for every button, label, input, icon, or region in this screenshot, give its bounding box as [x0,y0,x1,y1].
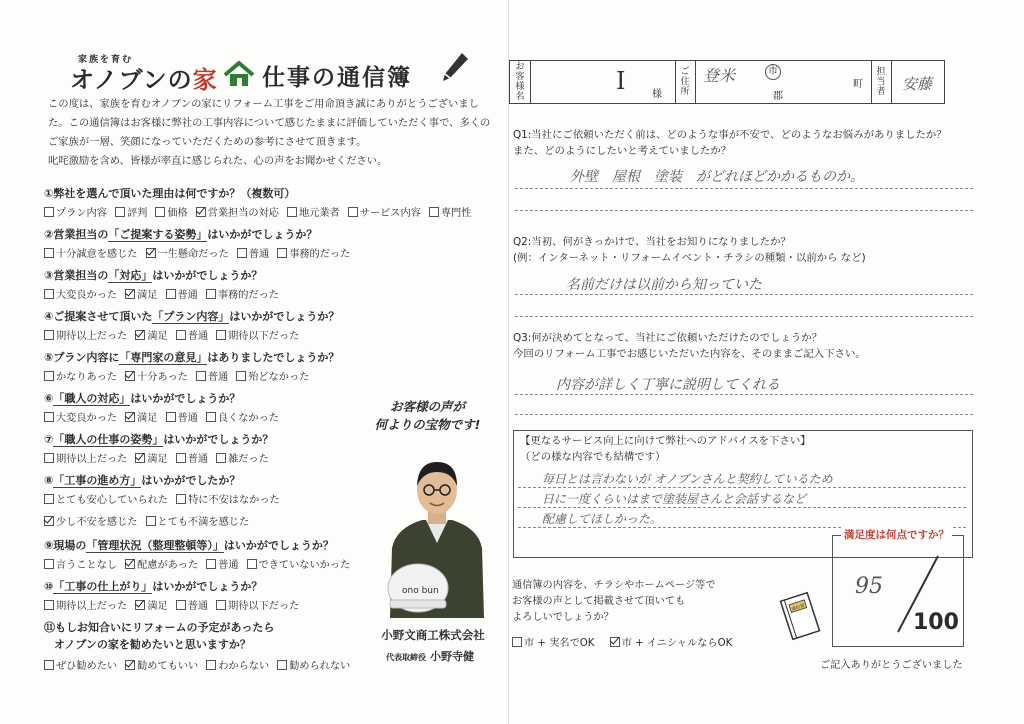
option-label: 営業担当の対応 [207,208,279,219]
checkbox[interactable] [125,559,135,569]
question-text: 現場の [53,539,87,552]
checkbox[interactable] [287,207,297,217]
option-label: 事務的だった [217,290,279,301]
question-emphasis: 「工事の進め方」 [53,474,142,487]
checkbox[interactable] [176,600,186,610]
question-text: はいかがでしょうか？ [223,539,334,552]
publish-option-1[interactable]: 市 + 実名でOK [512,638,594,649]
question-heading [44,578,262,594]
satisfaction-box [832,529,964,647]
intro-line: た。この通信簿はお客様に弊社の工事内容について感じたままに評価していただく事で、多くの [48,117,491,129]
option-label: 一生懸命だった [157,249,229,260]
option-label: 十分あった [137,372,188,383]
checkbox-option[interactable] [135,601,167,612]
checkbox[interactable] [216,600,226,610]
customer-name-label: お 客 様 名 [515,62,525,102]
question-emphasis: 「職人の仕事の姿勢」 [53,433,164,446]
checkbox[interactable] [125,289,135,299]
checkbox-option[interactable] [237,249,269,260]
checkbox-option[interactable] [44,372,117,383]
option-label: 大変良かった [56,290,118,301]
question-heading [44,267,262,283]
question-text: ご提案させて頂いた [53,310,153,323]
option-label: 普通 [177,290,198,301]
satisfaction-title: 満足度は何点ですか？ [841,527,952,542]
checkbox[interactable] [125,371,135,381]
checkbox-option[interactable] [277,249,350,260]
question-text: はいかがでしょうか？ [163,433,274,446]
answer-1[interactable]: 外壁 屋根 塗装 がどれほどかかるものか。 [570,169,864,185]
option-label: 地元業者 [299,208,340,219]
sama-label: 様 [652,89,662,100]
checkbox-option[interactable] [216,454,269,465]
checkbox-option[interactable] [216,331,299,342]
address-label: ご 住 所 [680,67,690,97]
checkbox[interactable] [44,330,54,340]
checkbox-option[interactable] [146,517,250,528]
checkbox-option[interactable] [44,601,127,612]
publish-question: 通信簿の内容を、チラシやホームページ等で お客様の声として掲載させて頂いても よろしいでしょうか？ [512,580,716,623]
checkbox-option[interactable] [44,249,138,260]
question-number: ⑥ [44,392,54,405]
checkbox-option[interactable] [176,495,280,506]
answer-2[interactable]: 名前だけは以前から知っていた [566,277,762,293]
options-row [44,597,307,612]
option-label: 勧めてもいい [137,661,199,672]
checkbox-option[interactable] [44,290,117,301]
option-label: 満足 [147,331,168,342]
option-label: 満足 [147,601,168,612]
checkbox[interactable] [135,600,145,610]
checkbox-option[interactable] [135,454,167,465]
checkbox[interactable] [44,516,54,526]
question-number: ④ [44,310,54,323]
checkbox[interactable] [236,371,246,381]
intro-text [48,95,503,171]
question-1: Q1:当社にご依頼いただく前は、どのような事が不安で、どのようなお悩みがありましたか？ また、どのようにしたいと考えていましたか？ [513,129,947,157]
checkbox[interactable] [247,559,257,569]
options-row [44,327,307,342]
option-label: 配慮があった [137,560,199,571]
checkbox[interactable] [512,637,522,647]
options-row [44,513,257,528]
question-text: はいかがでしょうか？ [130,392,241,405]
checkbox-option[interactable] [135,331,167,342]
checkbox-option[interactable] [196,372,228,383]
checkbox[interactable] [216,453,226,463]
rep-title: 代表取締役 [386,653,426,662]
question-2: Q2:当初、何がきっかけで、当社をお知りになりましたか？ (例：インターネット・リフォームイベント・チラシの種類・以前から など) [513,236,866,264]
checkbox[interactable] [429,207,439,217]
brand-logo [70,60,218,95]
option-label: 期待以上だった [56,601,128,612]
question-text: 営業担当の [53,228,109,241]
checkbox[interactable] [196,207,206,217]
checkbox[interactable] [44,559,54,569]
question-emphasis: 「ご提案する姿勢」 [108,228,208,241]
option-label: 普通 [187,454,209,465]
question-text: プラン内容に [53,351,120,364]
thanks-text: ご記入ありがとうございました [820,660,963,671]
address-value[interactable]: 登米 [703,66,736,85]
option-label: 十分誠意を感じた [56,249,138,260]
checkbox[interactable] [44,453,54,463]
option-label: 少し不安を感じた [56,517,138,528]
checkbox[interactable] [44,207,54,217]
question-text: はいかがでしょうか？ [229,310,340,323]
option-label: 期待以上だった [56,331,128,342]
options-row [44,204,479,219]
option-label: とても不満を感じた [157,517,250,528]
checkbox[interactable] [44,289,54,299]
question-heading [44,537,334,553]
checkbox[interactable] [196,371,206,381]
answer-3[interactable]: 内容が詳しく丁寧に説明してくれる [556,377,780,393]
intro-line: 叱咤激励を含め、皆様が率直に感じられた、心の声をお聞かせください。 [48,155,388,167]
checkbox-option[interactable] [176,454,208,465]
checkbox-option[interactable] [44,661,117,672]
checkbox-option[interactable] [348,208,421,219]
checkbox-option[interactable] [115,208,147,219]
option-label: 評判 [126,208,148,219]
options-row [44,368,317,383]
option-label: 殆どなかった [248,372,310,383]
booklet-label: 通信簿 [791,603,806,613]
satisfaction-score[interactable]: 95 [855,574,883,599]
option-label: 事務的だった [289,249,351,260]
checkbox-option[interactable] [44,413,117,424]
checkbox-option[interactable] [176,601,208,612]
question-text: はいかがでしょうか？ [207,228,318,241]
question-3: Q3:何が決めてとなって、当社にご依頼いただけたのでしょうか？ 今回のリフォーム工事でお感じいただいた内容を、そのままご記入下さい。 [513,332,866,360]
checkbox[interactable] [125,412,135,422]
option-label: 期待以下だった [228,601,300,612]
options-row [44,491,288,506]
option-label: 満足 [137,290,158,301]
option-label: 雑だった [228,454,269,465]
city-marker: 市 [765,64,781,80]
checkbox[interactable] [216,330,226,340]
question-number: ② [44,228,54,241]
answer-line [515,294,973,295]
brand-name: オノブンの [70,66,193,94]
options-row [44,245,358,260]
question-heading [44,619,274,635]
checkbox[interactable] [176,453,186,463]
option-label: 勧められない [289,661,351,672]
option-label: 言うことなし [56,560,118,571]
question-heading [44,308,339,324]
checkbox[interactable] [206,660,216,670]
speech-bubble-text: お客様の声が 何よりの宝物です! [374,399,481,432]
checkbox[interactable] [44,412,54,422]
checkbox[interactable] [135,453,145,463]
brand-tagline: 家族を育む [78,55,134,65]
question-text: はいかがでしょうか？ [152,269,263,282]
options-row [44,657,358,672]
question-emphasis: 「職人の対応」 [53,392,131,405]
checkbox-option[interactable] [176,331,208,342]
question-number: ① [44,187,54,200]
question-heading [44,185,295,201]
question-number: ⑤ [44,351,54,364]
option-label: 普通 [218,560,239,571]
option-label: 期待以下だった [228,331,300,342]
staff-label: 担 当 者 [876,67,886,97]
gun-label: 郡 [773,91,783,102]
answer-line [515,316,973,317]
checkbox[interactable] [176,330,186,340]
option-label: 価格 [167,208,188,219]
option-label: プラン内容 [56,208,107,219]
intro-line: この度は、家族を育むオノブンの家にリフォーム工事をご用命頂き誠にありがとうございまし [48,98,479,110]
question-number: ③ [44,269,54,282]
machi-label: 町 [853,79,863,90]
option-label: 普通 [248,249,270,260]
answer-line [515,188,973,189]
checkbox[interactable] [176,494,186,504]
checkbox-option[interactable] [277,661,350,672]
checkbox[interactable] [146,516,156,526]
checkbox-option[interactable] [125,413,157,424]
options-row [44,409,287,424]
question-text: はありましたでしょうか？ [207,351,340,364]
checkbox[interactable] [348,207,358,217]
option-label: 満足 [147,454,168,465]
customer-info-box [509,60,945,104]
checkbox-option[interactable] [125,560,198,571]
options-row [44,556,358,571]
checkbox[interactable] [44,660,54,670]
checkbox-option[interactable] [166,290,198,301]
checkbox-option[interactable] [206,661,269,672]
helmet-logo: ono bun [402,586,439,596]
question-heading [44,349,339,365]
answer-line [518,507,966,508]
answer-line [515,394,973,395]
checkbox[interactable] [206,289,216,299]
option-label: できていないかった [258,560,351,571]
question-emphasis: 「プラン内容」 [152,310,230,323]
option-label: とても安心していられた [56,495,169,506]
option-label: 普通 [177,413,198,424]
checkbox-option[interactable] [125,290,157,301]
checkbox[interactable] [44,600,54,610]
pencil-icon [440,50,470,84]
checkbox[interactable] [44,494,54,504]
checkbox[interactable] [237,248,247,258]
checkbox-option[interactable] [236,372,309,383]
question-heading [44,472,240,488]
publish-option-2[interactable]: 市 + イニシャルならOK [610,638,733,649]
option-label: 普通 [187,601,209,612]
checkbox[interactable] [44,248,54,258]
option-label: 期待以上だった [56,454,128,465]
staff-photo [378,448,496,618]
question-number: ⑦ [44,433,54,446]
checkbox-option[interactable] [166,413,198,424]
checkbox[interactable] [206,559,216,569]
answer-line [518,487,966,488]
question-heading [44,226,317,242]
representative [360,648,500,664]
checkbox-option[interactable] [429,208,472,219]
checkbox[interactable] [44,371,54,381]
question-text: はいかがでしたか？ [141,474,241,487]
page-divider [508,0,509,724]
checkbox[interactable] [277,248,287,258]
checkbox-option[interactable] [206,413,279,424]
option-label: わからない [218,661,270,672]
option-label: ぜひ勧めたい [56,661,118,672]
satisfaction-max: 100 [913,610,959,635]
option-label: サービス内容 [359,208,421,219]
checkbox-option[interactable] [216,601,299,612]
advice-answer[interactable]: 毎日とは言わないが オノブンさんと契約しているため 日に一度くらいはまで塗装屋さんと会話するなど 配慮してほしかった。 [542,472,833,526]
option-label: 大変良かった [56,413,118,424]
question-heading [44,390,240,406]
checkbox-option[interactable] [155,208,187,219]
option-label: 普通 [187,331,209,342]
brand-name-accent: 家 [192,66,218,94]
question-number: ⑪ [44,621,55,634]
checkbox-option[interactable] [247,560,351,571]
checkbox[interactable] [125,660,135,670]
checkbox-option[interactable] [44,208,107,219]
answer-line [515,414,973,415]
options-row [44,286,287,301]
checkbox-option[interactable] [206,290,279,301]
checkbox-option[interactable] [44,454,127,465]
company-name: 小野文商工株式会社 [381,628,485,642]
intro-line: ご家族が一層、笑顔になっていただくための参考にさせて頂きます。 [48,136,367,148]
checkbox-option[interactable] [44,560,117,571]
option-label: 専門性 [440,208,472,219]
question-number: ⑩ [44,580,54,593]
option-label: 特に不安はなかった [188,495,280,506]
page-title: 仕事の通信簿 [262,65,412,91]
question-emphasis: 「管理状況（整理整頓等）」 [86,539,224,552]
checkbox[interactable] [166,412,176,422]
question-text: もしお知合いにリフォームの予定があったら [55,621,275,634]
checkbox-option[interactable] [287,208,340,219]
checkbox[interactable] [115,207,125,217]
option-label: 満足 [137,413,158,424]
house-icon [222,60,256,88]
checkbox[interactable] [206,412,216,422]
advice-question: 【更なるサービス向上に向けて弊社へのアドバイスを下さい】 （どの様な内容でも結構です） [520,435,811,463]
checkbox-option[interactable] [44,517,138,528]
option-label: かなりあった [56,372,118,383]
checkbox-option[interactable] [146,249,229,260]
question-text: 弊社を選んで頂いた理由は何ですか？（複数可） [53,187,296,200]
options-row [44,450,277,465]
question-emphasis: 「工事の仕上がり」 [53,580,153,593]
question-emphasis: 「対応」 [108,269,153,282]
checkbox-option[interactable] [125,372,188,383]
checkbox-option[interactable] [44,495,168,506]
checkbox-option[interactable] [196,208,279,219]
checkbox-option[interactable] [206,560,238,571]
answer-line [515,210,973,211]
checkbox[interactable] [277,660,287,670]
checkbox[interactable] [610,637,620,647]
publish-options [512,634,732,649]
option-label: 良くなかった [217,413,279,424]
question-number: ⑨ [44,539,54,552]
option-label: 普通 [207,372,229,383]
checkbox[interactable] [135,330,145,340]
checkbox-option[interactable] [125,661,198,672]
question-number: ⑧ [44,474,54,487]
rep-name: 小野寺健 [430,650,474,663]
customer-name-value[interactable]: I [616,67,626,95]
checkbox[interactable] [166,289,176,299]
checkbox[interactable] [155,207,165,217]
question-text: 営業担当の [53,269,109,282]
question-heading [44,431,273,447]
question-emphasis: 「専門家の意見」 [119,351,208,364]
checkbox-option[interactable] [44,331,127,342]
question-heading-line2: オノブンの家を勧めたいと思いますか？ [54,638,251,651]
question-text: はいかがでしょうか？ [152,580,263,593]
checkbox[interactable] [146,248,156,258]
staff-value[interactable]: 安藤 [902,75,933,93]
